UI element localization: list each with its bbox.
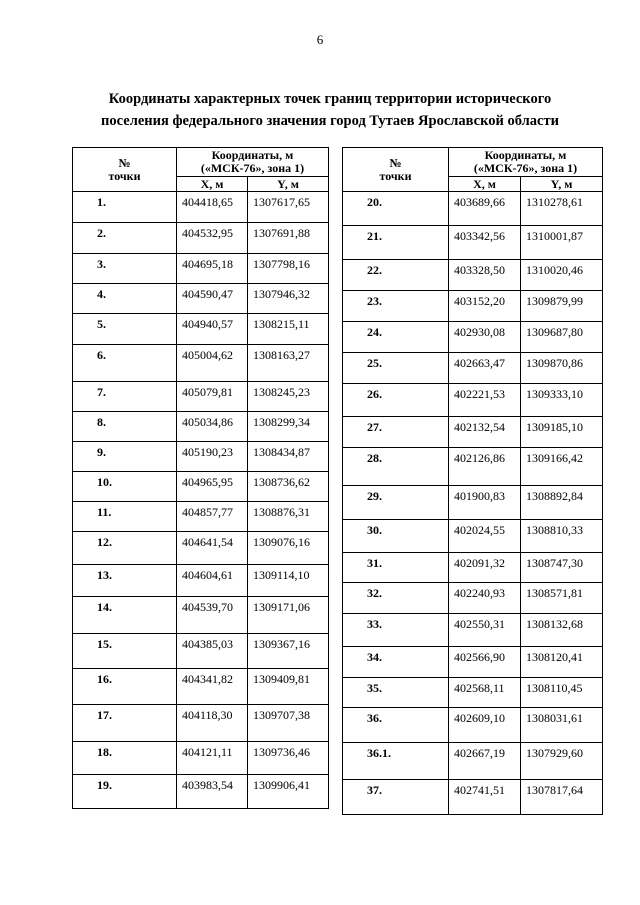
y-coordinate-cell: 1309166,42 [521, 448, 603, 486]
y-coordinate-cell: 1308163,27 [248, 345, 329, 382]
point-number-header-bottom: точки [108, 168, 141, 183]
point-number-cell: 15. [73, 634, 177, 669]
point-number-cell: 3. [73, 254, 177, 284]
point-number-cell: 30. [343, 520, 449, 553]
point-number-cell: 24. [343, 322, 449, 353]
y-coordinate-cell: 1308571,81 [521, 583, 603, 614]
coordinates-table-right-body [343, 192, 603, 815]
coordinates-header-title: Координаты, м [484, 148, 567, 162]
y-coordinate-cell: 1308876,31 [248, 502, 329, 532]
x-coordinate-cell: 402566,90 [449, 647, 521, 678]
x-coordinate-cell: 402568,11 [449, 678, 521, 708]
point-number-cell: 14. [73, 597, 177, 634]
title-line-1: Координаты характерных точек границ территории исторического [108, 91, 552, 107]
table-row [73, 565, 329, 597]
point-number-cell: 37. [343, 780, 449, 815]
coordinates-header-title: Координаты, м [211, 148, 294, 162]
x-coordinate-cell: 402550,31 [449, 614, 521, 647]
y-header: Y, м [248, 177, 329, 192]
title-line-2: поселения федерального значения город Тутаев Ярославской области [101, 113, 559, 129]
y-coordinate-cell: 1308120,41 [521, 647, 603, 678]
y-coordinate-cell: 1309687,80 [521, 322, 603, 353]
coordinates-table-right [342, 147, 603, 815]
x-coordinate-cell: 404121,11 [177, 742, 248, 775]
table-row [73, 192, 329, 223]
point-number-header [343, 148, 449, 192]
x-coordinate-cell: 405079,81 [177, 382, 248, 412]
point-number-cell: 26. [343, 384, 449, 417]
x-coordinate-cell: 403342,56 [449, 226, 521, 260]
point-number-cell: 2. [73, 223, 177, 254]
point-number-cell: 35. [343, 678, 449, 708]
y-coordinate-cell: 1309736,46 [248, 742, 329, 775]
point-number-cell: 23. [343, 291, 449, 322]
point-number-cell: 7. [73, 382, 177, 412]
y-coordinate-cell: 1308810,33 [521, 520, 603, 553]
table-row [343, 448, 603, 486]
x-coordinate-cell: 404341,82 [177, 669, 248, 705]
y-coordinate-cell: 1307617,65 [248, 192, 329, 223]
x-coordinate-cell: 402667,19 [449, 743, 521, 780]
x-coordinate-cell: 404857,77 [177, 502, 248, 532]
table-row [343, 192, 603, 226]
y-coordinate-cell: 1310278,61 [521, 192, 603, 226]
point-number-cell: 18. [73, 742, 177, 775]
table-row [73, 442, 329, 472]
x-coordinate-cell: 402221,53 [449, 384, 521, 417]
point-number-cell: 36. [343, 708, 449, 743]
table-row [73, 284, 329, 314]
point-number-cell: 19. [73, 775, 177, 809]
y-coordinate-cell: 1309114,10 [248, 565, 329, 597]
point-number-cell: 8. [73, 412, 177, 442]
point-number-cell: 13. [73, 565, 177, 597]
page-number: 6 [316, 32, 324, 47]
coordinates-header [177, 148, 329, 177]
table-row [73, 254, 329, 284]
y-coordinate-cell: 1307929,60 [521, 743, 603, 780]
coordinates-header [449, 148, 603, 177]
table-row [73, 502, 329, 532]
table-row [343, 678, 603, 708]
x-coordinate-cell: 402609,10 [449, 708, 521, 743]
point-number-cell: 10. [73, 472, 177, 502]
table-row [343, 520, 603, 553]
point-number-cell: 31. [343, 553, 449, 583]
x-coordinate-cell: 403152,20 [449, 291, 521, 322]
x-coordinate-cell: 405190,23 [177, 442, 248, 472]
point-number-cell: 5. [73, 314, 177, 345]
y-coordinate-cell: 1308299,34 [248, 412, 329, 442]
point-number-cell: 12. [73, 532, 177, 565]
y-coordinate-cell: 1307691,88 [248, 223, 329, 254]
table-row [343, 743, 603, 780]
x-header: X, м [449, 177, 521, 192]
y-coordinate-cell: 1308434,87 [248, 442, 329, 472]
point-number-cell: 1. [73, 192, 177, 223]
point-number-cell: 29. [343, 486, 449, 520]
x-coordinate-cell: 401900,83 [449, 486, 521, 520]
y-coordinate-cell: 1309076,16 [248, 532, 329, 565]
point-number-cell: 25. [343, 353, 449, 384]
table-row [73, 412, 329, 442]
table-row [343, 553, 603, 583]
point-number-cell: 33. [343, 614, 449, 647]
y-coordinate-cell: 1309185,10 [521, 417, 603, 448]
x-coordinate-cell: 402240,93 [449, 583, 521, 614]
table-row [343, 226, 603, 260]
table-row [73, 634, 329, 669]
x-coordinate-cell: 402091,32 [449, 553, 521, 583]
table-row [73, 314, 329, 345]
point-number-cell: 20. [343, 192, 449, 226]
x-coordinate-cell: 405004,62 [177, 345, 248, 382]
table-row [343, 486, 603, 520]
point-number-header-bottom: точки [379, 168, 412, 183]
x-coordinate-cell: 404532,95 [177, 223, 248, 254]
x-coordinate-cell: 403328,50 [449, 260, 521, 291]
table-row [73, 742, 329, 775]
x-coordinate-cell: 403983,54 [177, 775, 248, 809]
y-coordinate-cell: 1307817,64 [521, 780, 603, 815]
y-coordinate-cell: 1309870,86 [521, 353, 603, 384]
y-coordinate-cell: 1307946,32 [248, 284, 329, 314]
x-coordinate-cell: 403689,66 [449, 192, 521, 226]
x-coordinate-cell: 404118,30 [177, 705, 248, 742]
table-row [343, 384, 603, 417]
x-coordinate-cell: 404940,57 [177, 314, 248, 345]
table-row [73, 223, 329, 254]
table-row [343, 353, 603, 384]
coordinates-header-system: («МСК-76», зона 1) [200, 161, 305, 175]
y-header: Y, м [521, 177, 603, 192]
point-number-cell: 22. [343, 260, 449, 291]
point-number-header-top: № [389, 155, 402, 170]
y-coordinate-cell: 1310001,87 [521, 226, 603, 260]
x-coordinate-cell: 402126,86 [449, 448, 521, 486]
table-row [343, 583, 603, 614]
x-coordinate-cell: 402132,54 [449, 417, 521, 448]
y-coordinate-cell: 1308245,23 [248, 382, 329, 412]
table-row [73, 775, 329, 809]
table-row [73, 597, 329, 634]
y-coordinate-cell: 1307798,16 [248, 254, 329, 284]
y-coordinate-cell: 1308110,45 [521, 678, 603, 708]
page-title [60, 88, 600, 132]
point-number-cell: 32. [343, 583, 449, 614]
y-coordinate-cell: 1309409,81 [248, 669, 329, 705]
table-row [73, 532, 329, 565]
x-coordinate-cell: 402024,55 [449, 520, 521, 553]
coordinates-table-left [72, 147, 329, 809]
point-number-cell: 27. [343, 417, 449, 448]
x-coordinate-cell: 404604,61 [177, 565, 248, 597]
x-coordinate-cell: 402930,08 [449, 322, 521, 353]
point-number-cell: 6. [73, 345, 177, 382]
x-coordinate-cell: 404418,65 [177, 192, 248, 223]
table-row [343, 260, 603, 291]
y-coordinate-cell: 1309367,16 [248, 634, 329, 669]
table-row [73, 382, 329, 412]
point-number-cell: 17. [73, 705, 177, 742]
table-row [73, 472, 329, 502]
point-number-cell: 4. [73, 284, 177, 314]
y-coordinate-cell: 1308747,30 [521, 553, 603, 583]
y-coordinate-cell: 1308031,61 [521, 708, 603, 743]
point-number-header-top: № [118, 155, 131, 170]
y-coordinate-cell: 1309333,10 [521, 384, 603, 417]
table-row [343, 708, 603, 743]
x-coordinate-cell: 402741,51 [449, 780, 521, 815]
y-coordinate-cell: 1309171,06 [248, 597, 329, 634]
y-coordinate-cell: 1309707,38 [248, 705, 329, 742]
table-row [343, 291, 603, 322]
y-coordinate-cell: 1308736,62 [248, 472, 329, 502]
coordinates-table-left-body [73, 192, 329, 809]
coordinates-header-system: («МСК-76», зона 1) [473, 161, 578, 175]
table-row [73, 669, 329, 705]
x-coordinate-cell: 405034,86 [177, 412, 248, 442]
point-number-cell: 9. [73, 442, 177, 472]
point-number-header [73, 148, 177, 192]
point-number-cell: 28. [343, 448, 449, 486]
table-row [343, 614, 603, 647]
y-coordinate-cell: 1308892,84 [521, 486, 603, 520]
x-coordinate-cell: 404385,03 [177, 634, 248, 669]
table-row [73, 705, 329, 742]
table-row [73, 345, 329, 382]
x-header: X, м [177, 177, 248, 192]
table-row [343, 647, 603, 678]
point-number-cell: 36.1. [343, 743, 449, 780]
table-row [343, 417, 603, 448]
point-number-cell: 11. [73, 502, 177, 532]
x-coordinate-cell: 404590,47 [177, 284, 248, 314]
y-coordinate-cell: 1308132,68 [521, 614, 603, 647]
table-row [343, 780, 603, 815]
x-coordinate-cell: 402663,47 [449, 353, 521, 384]
table-row [343, 322, 603, 353]
point-number-cell: 16. [73, 669, 177, 705]
point-number-cell: 34. [343, 647, 449, 678]
x-coordinate-cell: 404641,54 [177, 532, 248, 565]
y-coordinate-cell: 1310020,46 [521, 260, 603, 291]
y-coordinate-cell: 1308215,11 [248, 314, 329, 345]
y-coordinate-cell: 1309906,41 [248, 775, 329, 809]
x-coordinate-cell: 404695,18 [177, 254, 248, 284]
x-coordinate-cell: 404539,70 [177, 597, 248, 634]
x-coordinate-cell: 404965,95 [177, 472, 248, 502]
point-number-cell: 21. [343, 226, 449, 260]
y-coordinate-cell: 1309879,99 [521, 291, 603, 322]
